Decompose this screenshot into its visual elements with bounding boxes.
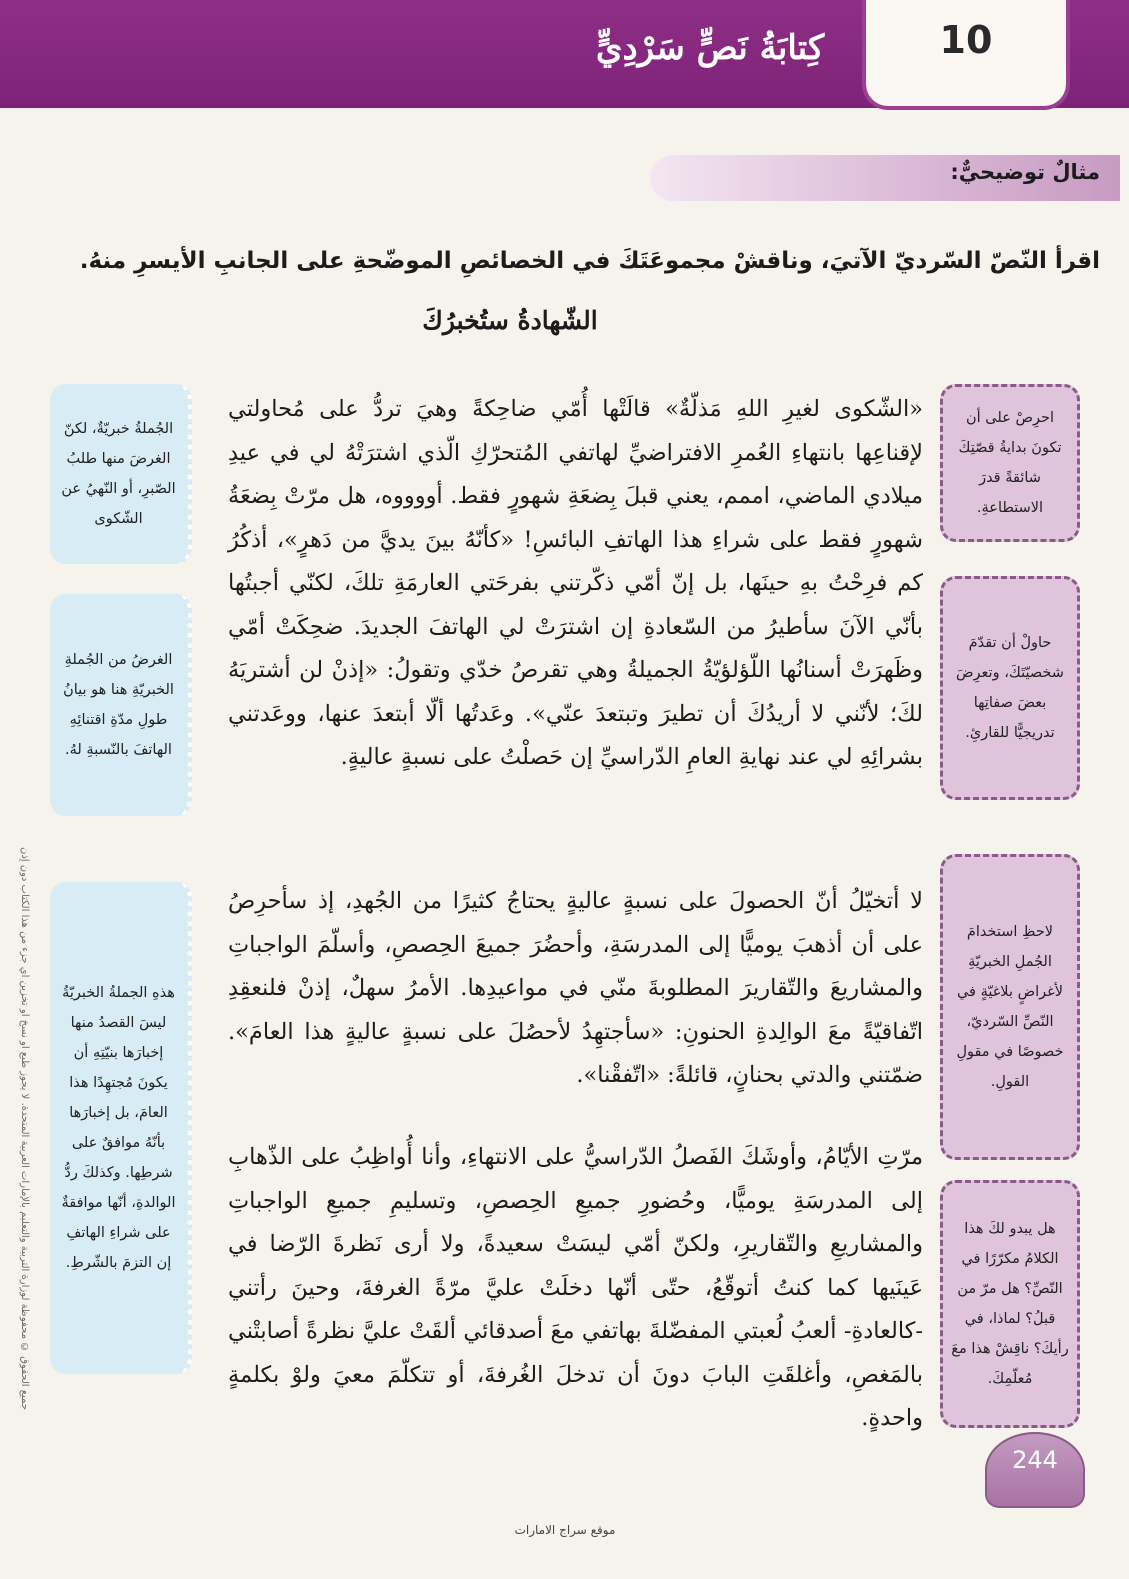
tip-note-4: هل يبدو لكَ هذا الكلامُ مكرّرًا في النّصِّ؟ هل مرّ من قبلُ؟ لماذا، في رأيكَ؟ ناقِشْ هذا معَ مُعلّمِكَ. bbox=[940, 1180, 1080, 1428]
chapter-number: 10 bbox=[939, 18, 993, 62]
example-label: مثالٌ توضيحيٌّ: bbox=[950, 160, 1100, 184]
explanation-note-3: هذهِ الجملةُ الخبريّةُ ليسَ القصدُ منها إخبارَها بنيّتِهِ أن يكونَ مُجتهِدًا هذا العامَ، بل إخبارَها بأنّهُ موافقٌ على شرطِها. وكذلكَ ردُّ الوالدةِ، أنّها موافقةٌ على شراءِ الهاتفِ إن التزمَ بالشّرطِ. bbox=[50, 882, 192, 1374]
tip-note-3: لاحظِ استخدامَ الجُملِ الخبريّةِ لأغراضٍ بلاغيّةٍ في النّصِّ السّرديّ، خصوصًا في مقولِ القولِ. bbox=[940, 854, 1080, 1160]
tip-note-2: حاولْ أن تقدّمَ شخصيّتَكَ، وتعرِضَ بعضَ صفاتِها تدريجيًّا للقارئِ. bbox=[940, 576, 1080, 800]
page-number: 244 bbox=[1012, 1446, 1058, 1474]
explanation-note-1: الجُملةُ خبريّةٌ، لكنّ الغرضَ منها طلبُ الصّبرِ، أو النّهيُ عن الشّكوى bbox=[50, 384, 192, 564]
lesson-title: كِتابَةُ نَصٍّ سَرْدِيٍّ bbox=[595, 28, 825, 68]
story-paragraph-2: لا أتخيّلُ أنّ الحصولَ على نسبةٍ عاليةٍ يحتاجُ كثيرًا من الجُهدِ، إذ سأحرِصُ على أن أذهبَ يوميًّا إلى المدرسَةِ، وأحضُرَ جميعَ الحِصصِ، وأسلّمَ الواجباتِ والمشاريعَ والتّقاريرَ المطلوبةَ منّي في مواعيدِها. الأمرُ سهلٌ، إذنْ فلنعقِدِ اتّفاقيّةً معَ الوالِدةِ الحنونِ: «سأجتهِدُ لأحصُلَ على نسبةٍ عاليةٍ هذا العامَ». ضمّتني والدتي بحنانٍ، قائلةً: «اتّفقْنا». bbox=[228, 888, 923, 1088]
copyright-margin: جميع الحقوق © محفوظة لوزارة التربية والتعليم بالإمارات العربية المتحدة. لا يجوز طبع أو نسخ أو تخزين أي جزء من هذا الكتاب دون إذن bbox=[19, 846, 30, 1410]
tip-note-1: احرِصْ على أن تكونَ بدايةُ قصّتِكَ شائقةً قدرَ الاستطاعةِ. bbox=[940, 384, 1080, 542]
chapter-tab bbox=[862, 0, 1070, 110]
explanation-note-2: الغرضُ من الجُملةِ الخبريّةِ هنا هو بيانُ طولِ مدّةِ اقتنائِهِ الهاتفَ بالنّسبةِ لهُ. bbox=[50, 594, 192, 816]
instruction-text: اقرأ النّصّ السّرديّ الآتيَ، وناقشْ مجموعَتَكَ في الخصائصِ الموضّحةِ على الجانبِ الأيسرِ منهُ. bbox=[79, 248, 1100, 274]
story-paragraph-1: «الشّكوى لغيرِ اللهِ مَذلّةٌ» قالَتْها أُمّي ضاحِكةً وهيَ تردُّ على مُحاولتي لإقناعِها بانتهاءِ العُمرِ الافتراضيِّ لهاتفي المُتحرّكِ الّذي اشترَتْهُ لي في عيدِ ميلادي الماضي، اممم، يعني قبلَ بِضعَةِ شهورٍ فقط. أووووه، هل مرّتْ بِضعَةُ شهورٍ فقط على شراءِ هذا الهاتفِ البائسِ! «كأنّهُ بينَ يديَّ من دَهرٍ»، أذكُرُ كم فرِحْتُ بهِ حينَها، بل إنّ أمّي ذكّرتني بفرحَتي العارمَةِ تلكَ، لكنّي أجبتُها بأنّي الآنَ سأطيرُ من السّعادةِ إن اشترَتْ لي الهاتفَ الجديدَ. ضحِكَتْ أمّي وظَهرَتْ أسنانُها اللّؤلؤيّةُ الجميلةُ وهي تقرصُ خدّي وتقولُ: «إذنْ لن أشتريَهُ لكَ؛ لأنّني لا أريدُكَ أن تطيرَ وتبتعدَ عنّي». وعَدتُها ألّا أبتعدَ عنها، ووعَدتني بشرائِهِ لي عند نهايةِ العامِ الدّراسيِّ إن حَصلْتُ على نسبةٍ عاليةٍ. bbox=[228, 396, 923, 770]
page-badge bbox=[985, 1432, 1085, 1508]
story-title: الشّهادةُ ستُخبرُكَ bbox=[422, 306, 598, 335]
footer-site-name: موقع سراج الامارات bbox=[514, 1523, 616, 1537]
story-paragraph-3: مرّتِ الأيّامُ، وأوشَكَ الفَصلُ الدّراسيُّ على الانتهاءِ، وأنا أُواظِبُ على الذّهابِ إلى المدرسَةِ يوميًّا، وحُضورِ جميعِ الحِصصِ، وتسليمِ جميعِ الواجباتِ والمشاريعِ والتّقاريرِ، ولكنّ أمّي ليسَتْ سعيدةً، ولا أرى نَظرةَ الرّضا في عَينَيها كما كنتُ أتوقّعُ، حتّى أنّها دخلَتْ عليَّ مرّةً الغرفةَ، وحينَ رأتني -كالعادةِ- ألعبُ لُعبتي المفضّلةَ بهاتفي معَ أصدقائي ألقَتْ عليَّ نظرةً أصابتْني بالمَغصِ، وأغلقَتِ البابَ دونَ أن تدخلَ الغُرفةَ، أو تتكلّمَ معيَ ولوْ بكلمةٍ واحدةٍ. bbox=[228, 1144, 923, 1431]
